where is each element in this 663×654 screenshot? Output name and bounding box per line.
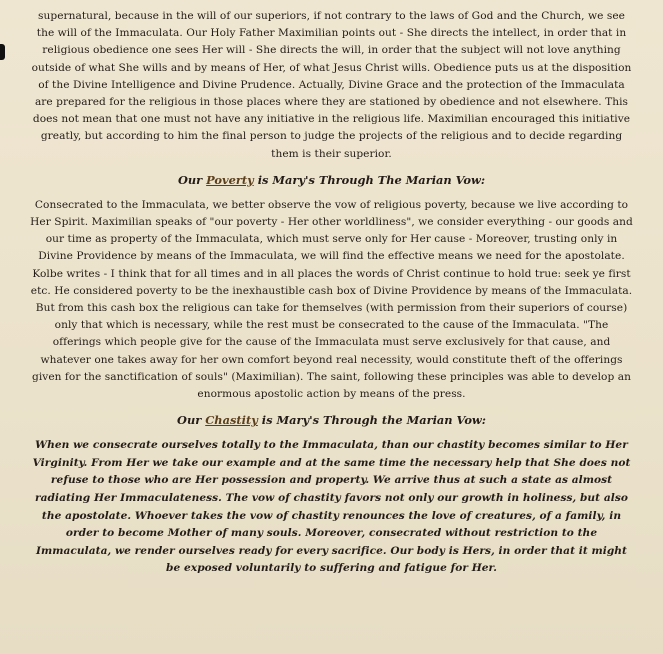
heading-poverty-highlight: Poverty <box>206 172 254 187</box>
paragraph-poverty: Consecrated to the Immaculata, we better observe the vow of religious poverty, because we live according to Her Spirit. Maximilian speaks of "our poverty - Her other worldliness", we consider everything - our goods and our time as property of the Immaculata, which must serve only for Her cause - Moreover, trusting only in Divine Providence by means of the Immaculata, we will find the effective means we need for the apostolate. Kolbe writes - I think that for all times and in all places the words of Christ continue to hold true: seek ye first etc. He considered poverty to be the inexhaustible cash box of Divine Providence by means of the Immaculata. But from this cash box the religious can take for themselves (with permission from their superiors of course) only that which is necessary, while the rest must be consecrated to the cause of the Immaculata. "The offerings which people give for the cause of the Immaculata must serve exclusively for that cause, and whatever one takes away for her own comfort beyond real necessity, would constitute theft of the offerings given for the sanctification of souls" (Maximilian). The saint, following these principles was able to develop an enormous apostolic action by means of the press. <box>30 198 633 401</box>
heading-poverty-post: is Mary's Through The Marian Vow: <box>253 172 486 187</box>
heading-poverty <box>30 172 633 188</box>
heading-chastity-pre: Our <box>177 413 206 428</box>
heading-chastity-highlight: Chastity <box>205 413 258 428</box>
heading-chastity-post: is Mary's Through the Marian Vow: <box>257 413 486 428</box>
paragraph-obedience: supernatural, because in the will of our superiors, if not contrary to the laws of God and the Church, we see the will of the Immaculata. Our Holy Father Maximilian points out - She directs the intellect, in order that in religious obedience one sees Her will - She directs the will, in order that the subject will not love anything outside of what She wills and by means of Her, of what Jesus Christ wills. Obedience puts us at the disposition of the Divine Intelligence and Divine Prudence. Actually, Divine Grace and the protection of the Immaculata are prepared for the religious in those places where they are stationed by obedience and not elsewhere. This does not mean that one must not have any initiative in the religious life. Maximilian encouraged this initiative greatly, but according to him the final person to judge the projects of the religious and to decide regarding them is their superior. <box>31 10 632 160</box>
heading-poverty-pre: Our <box>177 172 207 187</box>
paragraph-chastity: When we consecrate ourselves totally to the Immaculata, than our chastity becomes similar to Her Virginity. From Her we take our example and at the same time the necessary help that She does not refuse to those who are Her possession and property. We arrive thus at such a state as almost radiating Her Immaculateness. The vow of chastity favors not only our growth in holiness, but also the apostolate. Whoever takes the vow of chastity renounces the love of creatures, of a family, in order to become Mother of many souls. Moreover, consecrated without restriction to the Immaculata, we render ourselves ready for every sacrifice. Our body is Hers, in order that it might be exposed voluntarily to suffering and fatigue for Her. <box>32 439 631 575</box>
binder-edge-mark <box>0 44 5 60</box>
heading-chastity <box>30 412 633 428</box>
